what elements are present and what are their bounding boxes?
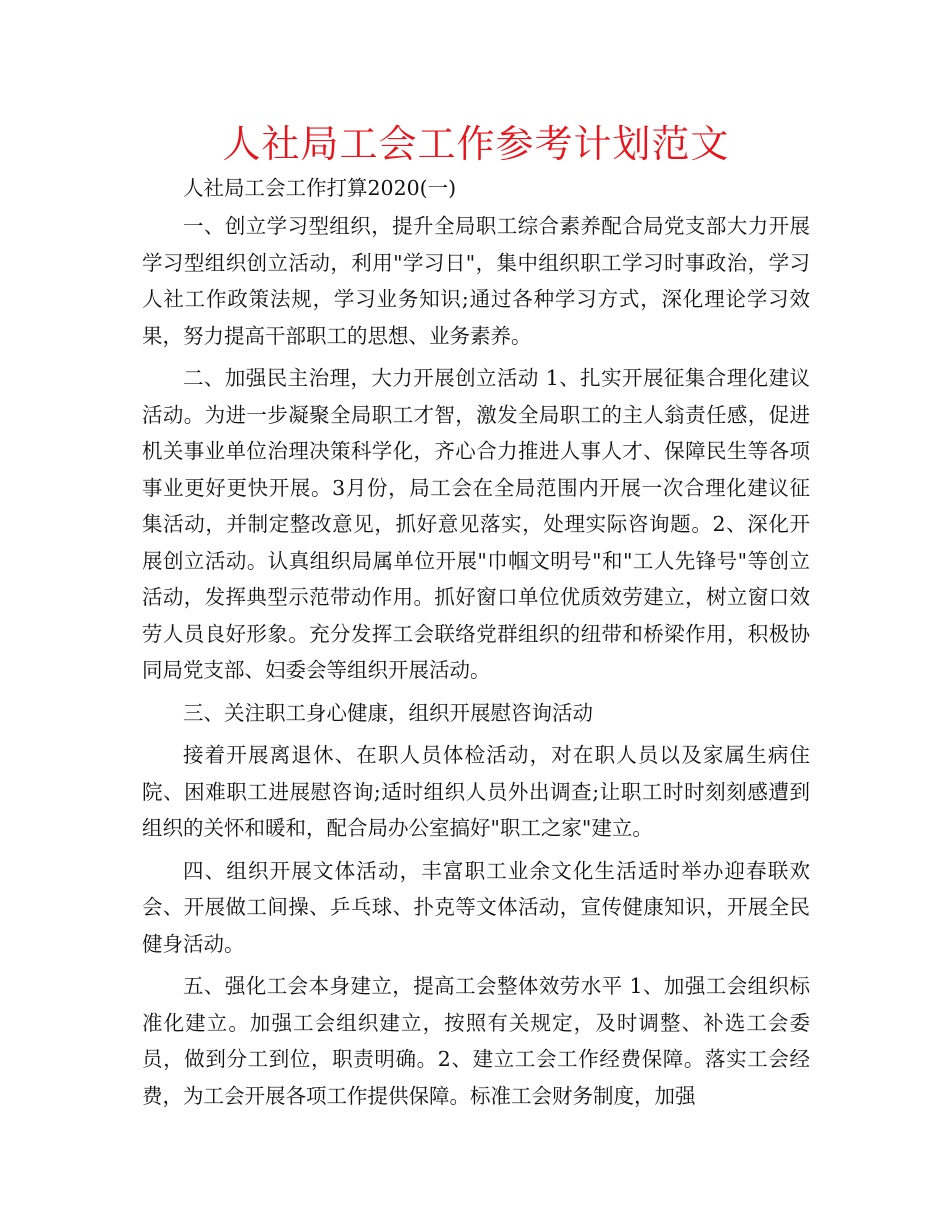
paragraph-2: 二、加强民主治理，大力开展创立活动 1、扎实开展征集合理化建议活动。为进一步凝聚全局职工才智，激发全局职工的主人翁责任感，促进机关事业单位治理决策科学化，齐心合力推进人事人才、保障民生等各项事业更好更快开展。3月份，局工会在全局范围内开展一次合理化建议征集活动，并制定整改意见，抓好意见落实，处理实际咨询题。2、深化开展创立活动。认真组织局属单位开展"巾帼文明号"和"工人先锋号"等创立活动，发挥典型示范带动作用。抓好窗口单位优质效劳建立，树立窗口效劳人员良好形象。充分发挥工会联络党群组织的纽带和桥梁作用，积极协同局党支部、妇委会等组织开展活动。 (142, 366, 810, 682)
paragraph-1: 一、创立学习型组织，提升全局职工综合素养配合局党支部大力开展学习型组织创立活动，利用"学习日"，集中组织职工学习时事政治，学习人社工作政策法规，学习业务知识;通过各种学习方式，深化理论学习效果，努力提高干部职工的思想、业务素养。 (142, 214, 810, 348)
paragraph-5: 四、组织开展文体活动，丰富职工业余文化生活适时举办迎春联欢会、开展做工间操、乒乓球、扑克等文体活动，宣传健康知识，开展全民健身活动。 (142, 858, 810, 956)
document-page (142, 118, 810, 1120)
document-subtitle: 人社局工会工作打算2020(一) (183, 176, 457, 200)
paragraph-3: 三、关注职工身心健康，组织开展慰咨询活动 (183, 700, 593, 725)
paragraph-4: 接着开展离退休、在职人员体检活动，对在职人员以及家属生病住院、困难职工进展慰咨询;适时组织人员外出调查;让职工时时刻刻感遭到组织的关怀和暖和，配合局办公室搞好"职工之家"建立。 (142, 743, 810, 840)
paragraph-6: 五、强化工会本身建立，提高工会整体效劳水平 1、加强工会组织标准化建立。加强工会组织建立，按照有关规定，及时调整、补选工会委员，做到分工到位，职责明确。2、建立工会工作经费保障。落实工会经费，为工会开展各项工作提供保障。标准工会财务制度，加强 (142, 974, 810, 1108)
document-title: 人社局工会工作参考计划范文 (222, 122, 730, 166)
